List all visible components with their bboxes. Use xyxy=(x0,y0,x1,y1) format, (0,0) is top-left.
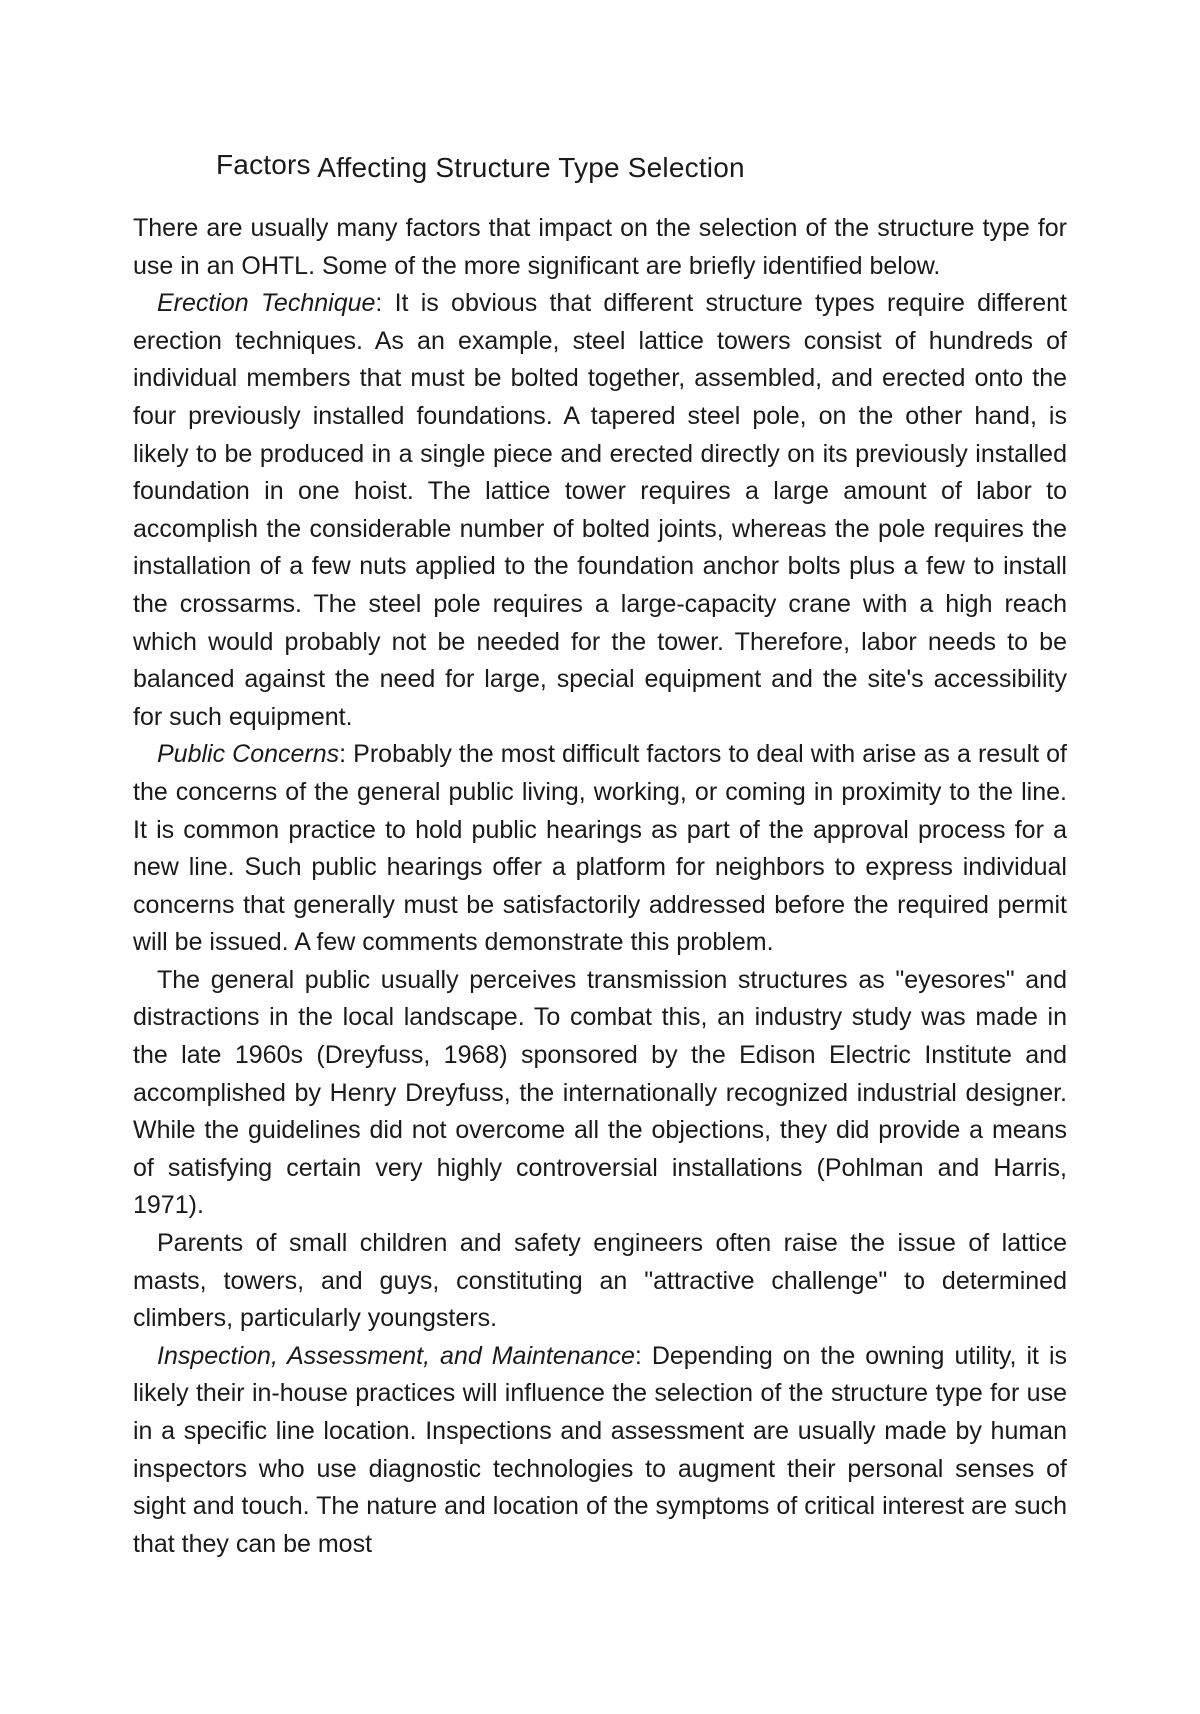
paragraph-text: : It is obvious that different structure types require different erection techniques. As an example, steel lattice towers consist of hundreds of individual members that must be bolted together, assembled, and erected onto the four previously installed foundations. A tapered steel pole, on the other hand, is likely to be produced in a single piece and erected directly on its previously installed foundation in one hoist. The lattice tower requires a large amount of labor to accomplish the considerable number of bolted joints, whereas the pole requires the installation of a few nuts applied to the foundation anchor bolts plus a few to install the crossarms. The steel pole requires a large-capacity crane with a high reach which would probably not be needed for the tower. Therefore, labor needs to be balanced against the need for large, special equipment and the site's accessibility for such equipment. xyxy=(133,289,1067,731)
paragraph-erection-technique xyxy=(133,285,1067,736)
title-rest: Affecting Structure Type Selection xyxy=(317,152,745,183)
body-text xyxy=(133,210,1067,1563)
paragraph-text: : Depending on the owning utility, it is likely their in-house practices will influence the selection of the structure type for use in a specific line location. Inspections and assessment are usually made by human inspectors who use diagnostic technologies to augment their personal senses of sight and touch. The nature and location of the symptoms of critical interest are such that they can be most xyxy=(133,1341,1067,1558)
paragraph-intro xyxy=(133,210,1067,285)
title-word-factors: Factors xyxy=(216,149,311,180)
paragraph-public-concerns xyxy=(133,736,1067,962)
paragraph-inspection xyxy=(133,1338,1067,1564)
paragraph-text: Parents of small children and safety engineers often raise the issue of lattice masts, towers, and guys, constituting an "attractive challenge" to determined climbers, particularly youngsters. xyxy=(133,1229,1067,1333)
paragraph-eyesores xyxy=(133,962,1067,1225)
paragraph-lead-term: Inspection, Assessment, and Maintenance xyxy=(157,1341,635,1370)
paragraph-lead-term: Public Concerns xyxy=(157,740,340,769)
page-title xyxy=(216,149,745,184)
paragraph-climbers xyxy=(133,1225,1067,1338)
paragraph-lead-term: Erection Technique xyxy=(157,289,376,318)
paragraph-text: : Probably the most difficult factors to deal with arise as a result of the concerns of the general public living, working, or coming in proximity to the line. It is common practice to hold public hearings as part of the approval process for a new line. Such public hearings offer a platform for neighbors to express individual concerns that generally must be satisfactorily addressed before the required permit will be issued. A few comments demonstrate this problem. xyxy=(133,740,1067,957)
paragraph-text: The general public usually perceives transmission structures as "eyesores" and distractions in the local landscape. To combat this, an industry study was made in the late 1960s (Dreyfuss, 1968) sponsored by the Edison Electric Institute and accomplished by Henry Dreyfuss, the internationally recognized industrial designer. While the guidelines did not overcome all the objections, they did provide a means of satisfying certain very highly controversial installations (Pohlman and Harris, 1971). xyxy=(133,965,1067,1220)
paragraph-text: There are usually many factors that impact on the selection of the structure type for use in an OHTL. Some of the more significant are briefly identified below. xyxy=(133,214,1067,280)
